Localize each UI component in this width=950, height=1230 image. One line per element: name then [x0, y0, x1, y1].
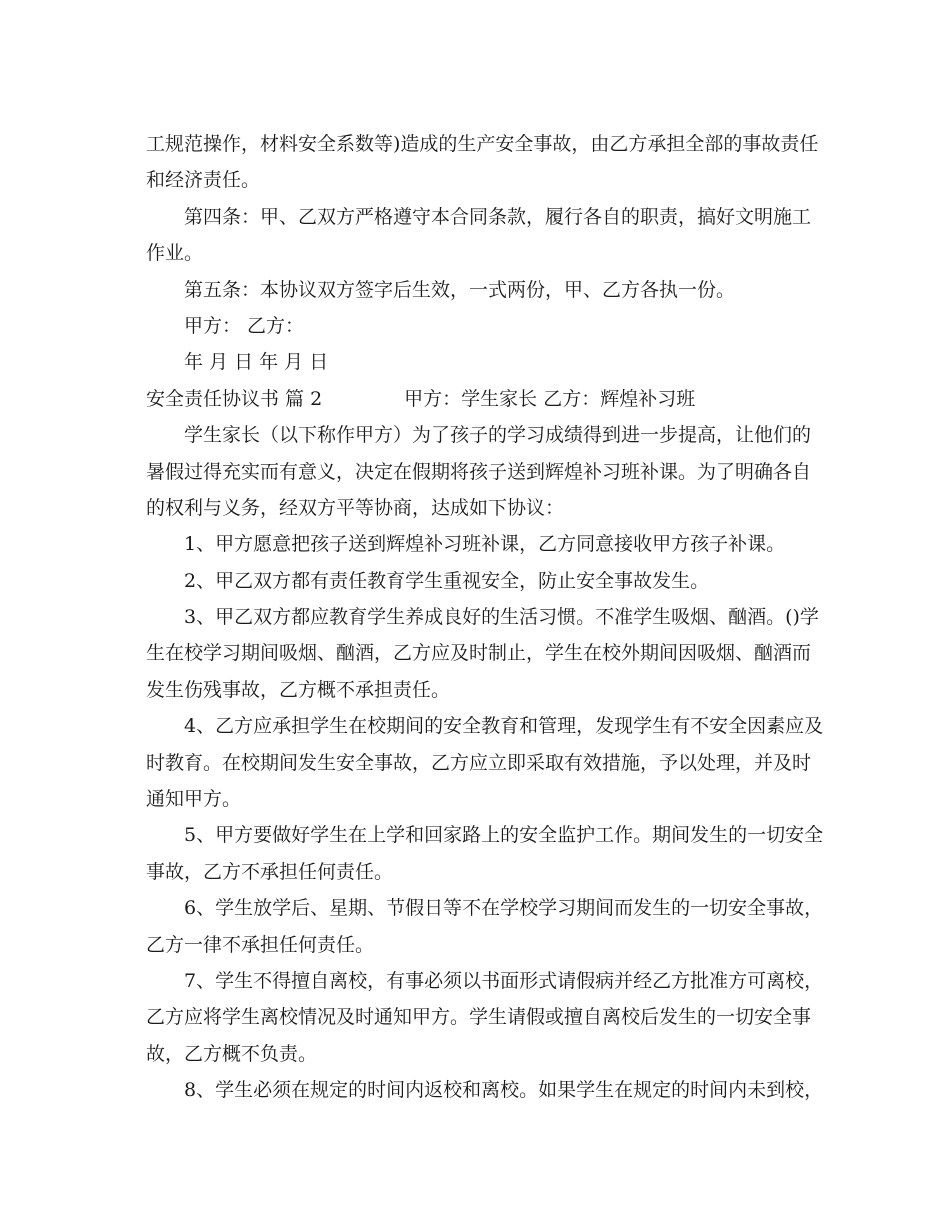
text-line: 暑假过得充实而有意义，决定在假期将孩子送到辉煌补习班补课。为了明确各自: [146, 460, 812, 483]
text-line: 生在校学习期间吸烟、酗酒，乙方应及时制止，学生在校外期间因吸烟、酗酒而: [146, 642, 812, 665]
clause-8: 8、学生必须在规定的时间内返校和离校。如果学生在规定的时间内未到校，: [184, 1079, 824, 1102]
text-line: 故，乙方概不负责。: [146, 1042, 318, 1065]
text-line: 和经济责任。: [146, 169, 261, 192]
text-line: 第四条：甲、乙双方严格遵守本合同条款，履行各自的职责，搞好文明施工: [184, 205, 812, 228]
signature-dates: 年 月 日 年 月 日: [184, 351, 329, 374]
text-line: 乙方应将学生离校情况及时通知甲方。学生请假或擅自离校后发生的一切安全事: [146, 1006, 812, 1029]
document-page: [146, 126, 824, 1109]
clause-6: 6、学生放学后、星期、节假日等不在学校学习期间而发生的一切安全事故，: [184, 897, 824, 920]
section-heading-line: [146, 381, 810, 417]
clause-2: 2、甲乙双方都有责任教育学生重视安全，防止安全事故发生。: [184, 569, 710, 592]
clause-7: 7、学生不得擅自离校，有事必须以书面形式请假病并经乙方批准方可离校，: [184, 969, 824, 992]
text-line: 事故，乙方不承担任何责任。: [146, 860, 394, 883]
text-line: 工规范操作，材料安全系数等)造成的生产安全事故，由乙方承担全部的事故责任: [146, 133, 819, 155]
text-line: 作业。: [146, 242, 204, 265]
clause-4: 4、乙方应承担学生在校期间的安全教育和管理，发现学生有不安全因素应及: [184, 715, 824, 738]
clause-5: 5、甲方要做好学生在上学和回家路上的安全监护工作。期间发生的一切安全: [184, 824, 824, 847]
clause-1: 1、甲方愿意把孩子送到辉煌补习班补课，乙方同意接收甲方孩子补课。: [184, 533, 786, 556]
text-line: 乙方一律不承担任何责任。: [146, 933, 375, 956]
text-line: 第五条：本协议双方签字后生效，一式两份，甲、乙方各执一份。: [184, 278, 736, 301]
text-line: 学生家长（以下称作甲方）为了孩子的学习成绩得到进一步提高，让他们的: [184, 424, 812, 447]
text-line: 发生伤残事故，乙方概不承担责任。: [146, 678, 451, 701]
text-line: 时教育。在校期间发生安全事故，乙方应立即采取有效措施，予以处理，并及时: [146, 751, 812, 774]
section-parties: 甲方：学生家长 乙方：辉煌补习班: [404, 387, 696, 410]
section-title: 安全责任协议书 篇 2: [146, 387, 323, 410]
text-line: 通知甲方。: [146, 788, 242, 811]
signature-parties: 甲方： 乙方：: [184, 314, 305, 337]
clause-3: 3、甲乙双方都应教育学生养成良好的生活习惯。不准学生吸烟、酗酒。()学: [184, 606, 819, 629]
text-line: 的权利与义务，经双方平等协商，达成如下协议：: [146, 496, 565, 519]
